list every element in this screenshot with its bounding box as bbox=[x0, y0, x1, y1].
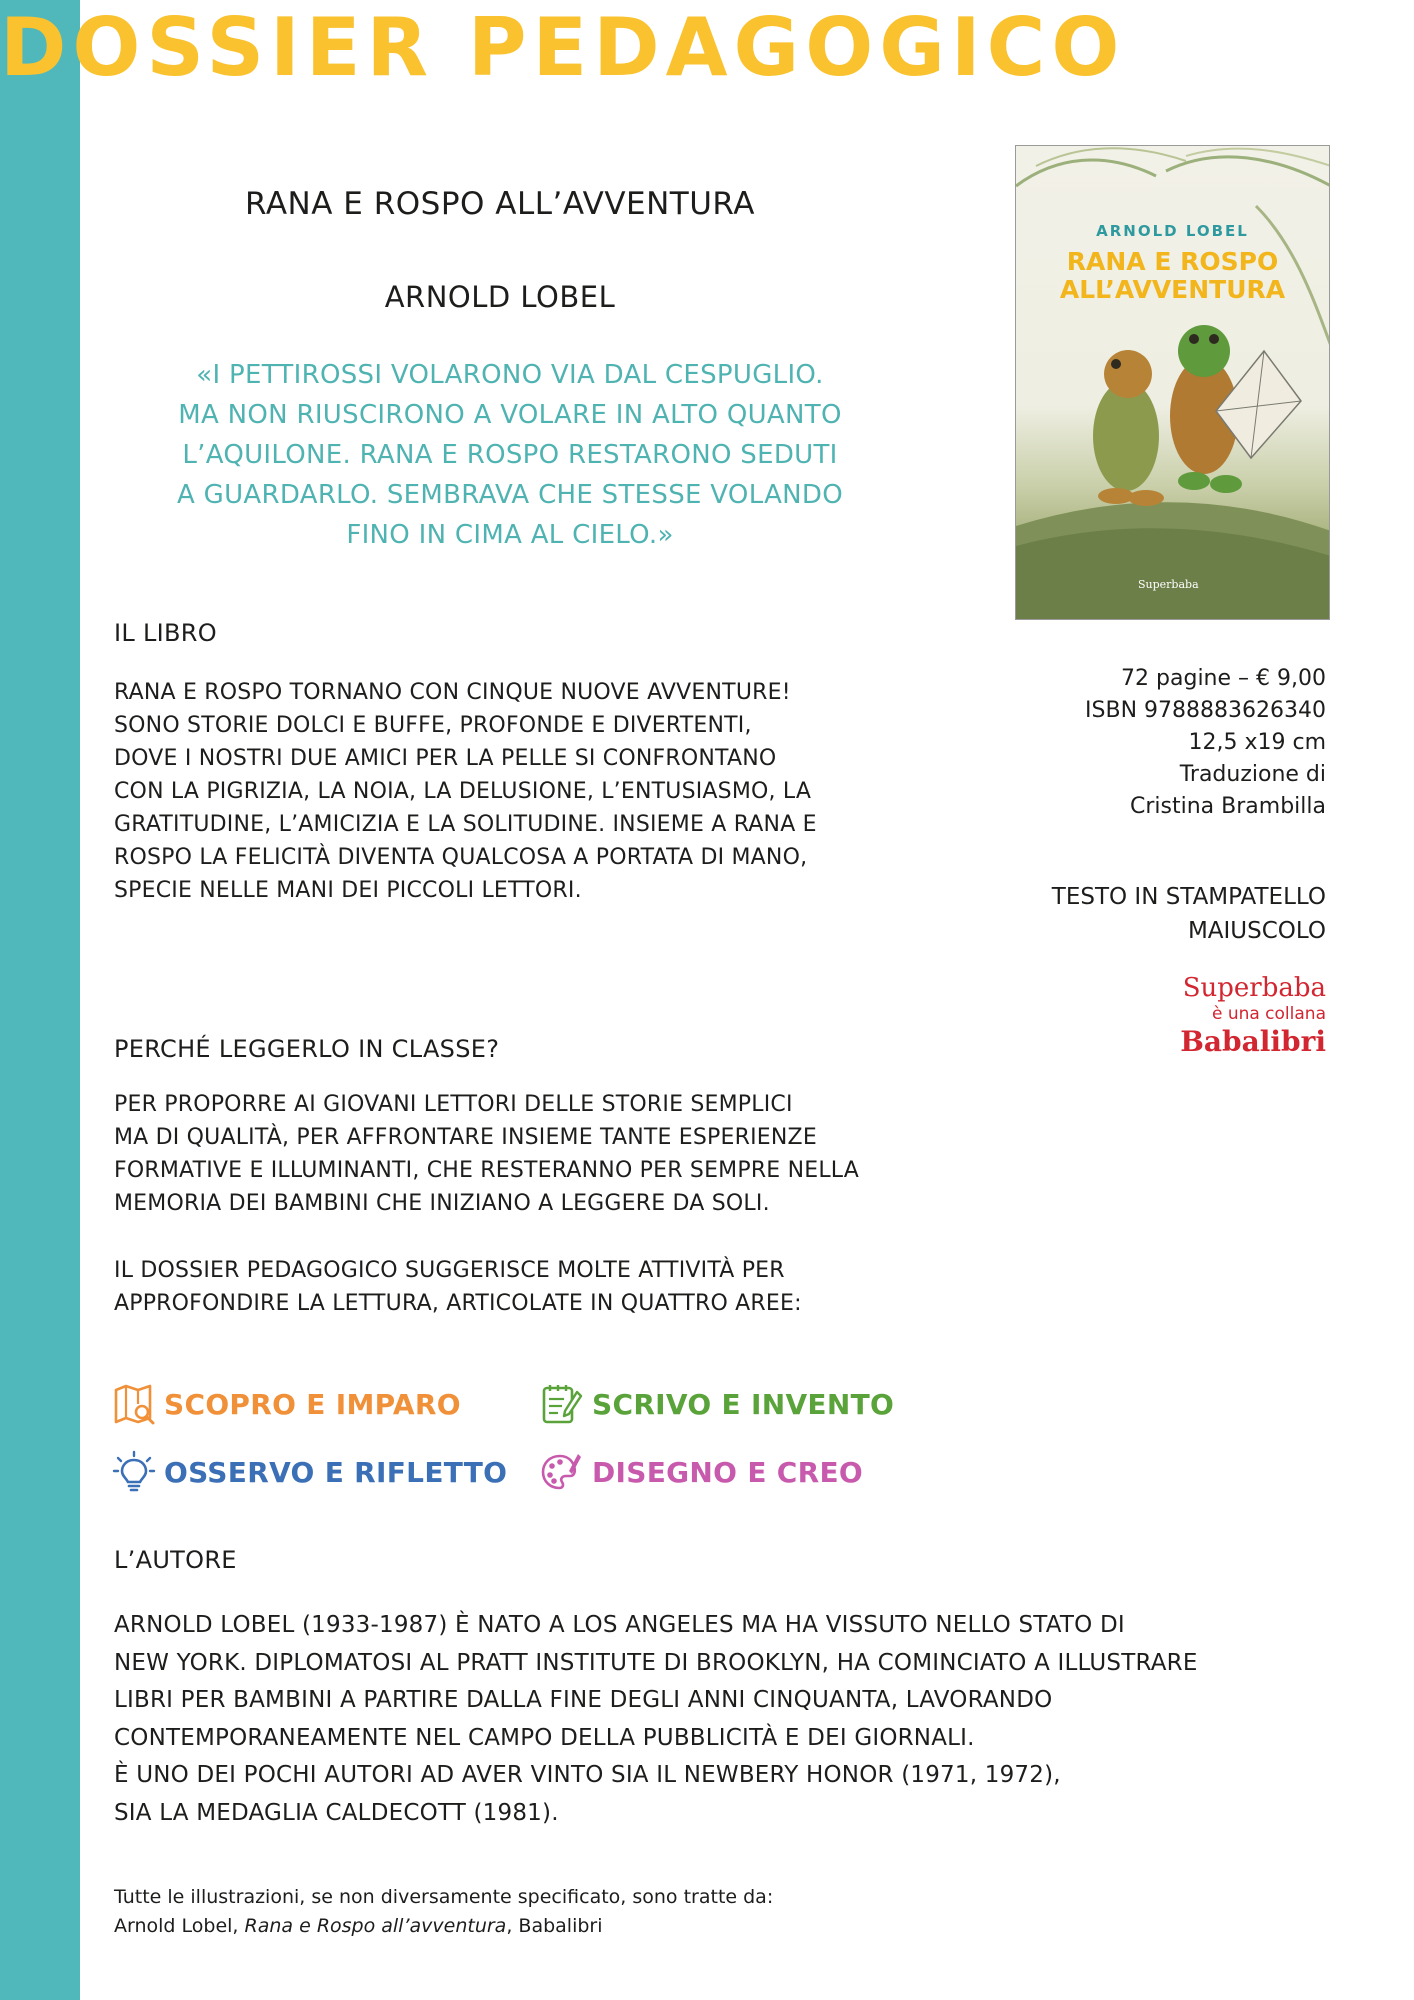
book-details bbox=[990, 663, 1326, 823]
text-line: MEMORIA DEI BAMBINI CHE INIZIANO A LEGGERE DA SOLI. bbox=[114, 1191, 770, 1216]
quote-line: FINO IN CIMA AL CIELO.» bbox=[346, 520, 674, 550]
caps-note-line: TESTO IN STAMPATELLO bbox=[1051, 884, 1326, 910]
section-heading-libro: IL LIBRO bbox=[114, 619, 217, 647]
text-line: PER PROPORRE AI GIOVANI LETTORI DELLE STORIE SEMPLICI bbox=[114, 1092, 793, 1117]
area-label: SCRIVO E INVENTO bbox=[592, 1387, 895, 1421]
area-disegno-e-creo bbox=[540, 1449, 863, 1495]
text-line: LIBRI PER BAMBINI A PARTIRE DALLA FINE DEGLI ANNI CINQUANTA, LAVORANDO bbox=[114, 1687, 1053, 1713]
text-line: ROSPO LA FELICITÀ DIVENTA QUALCOSA A PORTATA DI MANO, bbox=[114, 845, 808, 870]
text-line: FORMATIVE E ILLUMINANTI, CHE RESTERANNO PER SEMPRE NELLA bbox=[114, 1158, 860, 1183]
text-line: CON LA PIGRIZIA, LA NOIA, LA DELUSIONE, L’ENTUSIASMO, LA bbox=[114, 779, 812, 804]
text-line: SONO STORIE DOLCI E BUFFE, PROFONDE E DIVERTENTI, bbox=[114, 713, 752, 738]
text-line: IL DOSSIER PEDAGOGICO SUGGERISCE MOLTE ATTIVITÀ PER bbox=[114, 1258, 785, 1283]
publisher-name: Babalibri bbox=[1180, 1025, 1326, 1058]
area-label: DISEGNO E CREO bbox=[592, 1455, 864, 1489]
libro-description bbox=[114, 676, 817, 907]
map-search-icon bbox=[112, 1382, 156, 1426]
area-label: SCOPRO E IMPARO bbox=[164, 1387, 461, 1421]
text-line: MA DI QUALITÀ, PER AFFRONTARE INSIEME TANTE ESPERIENZE bbox=[114, 1125, 817, 1150]
area-label: OSSERVO E RIFLETTO bbox=[164, 1455, 508, 1489]
text-line: È UNO DEI POCHI AUTORI AD AVER VINTO SIA IL NEWBERY HONOR (1971, 1972), bbox=[114, 1762, 1061, 1788]
credit-line: Tutte le illustrazioni, se non diversamente specificato, sono tratte da: bbox=[114, 1886, 774, 1908]
section-heading-autore: L’AUTORE bbox=[114, 1546, 237, 1574]
text-line: SPECIE NELLE MANI DEI PICCOLI LETTORI. bbox=[114, 878, 582, 903]
text-line: GRATITUDINE, L’AMICIZIA E LA SOLITUDINE. INSIEME A RANA E bbox=[114, 812, 817, 837]
text-line: RANA E ROSPO TORNANO CON CINQUE NUOVE AVVENTURE! bbox=[114, 680, 791, 705]
detail-isbn: ISBN 9788883626340 bbox=[1085, 698, 1326, 723]
cover-author: ARNOLD LOBEL bbox=[1096, 222, 1249, 240]
book-author: ARNOLD LOBEL bbox=[384, 280, 616, 314]
author-name: ARNOLD LOBEL bbox=[114, 1612, 295, 1638]
credit-publisher: , Babalibri bbox=[506, 1915, 603, 1937]
area-scrivo-e-invento bbox=[540, 1381, 894, 1427]
cover-title-line: ALL’AVVENTURA bbox=[1059, 275, 1286, 304]
caps-note-line: MAIUSCOLO bbox=[1187, 918, 1326, 944]
illustrations-credit bbox=[114, 1883, 773, 1941]
palette-icon bbox=[540, 1450, 584, 1494]
area-scopro-e-imparo bbox=[112, 1381, 461, 1427]
credit-line bbox=[114, 1912, 773, 1941]
quote-line: MA NON RIUSCIRONO A VOLARE IN ALTO QUANTO bbox=[178, 400, 842, 430]
series-note: è una collana bbox=[1211, 1004, 1326, 1024]
text-line: CONTEMPORANEAMENTE NEL CAMPO DELLA PUBBLICITÀ E DEI GIORNALI. bbox=[114, 1724, 975, 1751]
text-fragment: (1933-1987) È NATO A LOS ANGELES MA HA VISSUTO NELLO STATO DI bbox=[294, 1612, 1125, 1638]
book-title: RANA E ROSPO ALL’AVVENTURA bbox=[245, 186, 755, 222]
detail-size: 12,5 x19 cm bbox=[1188, 730, 1326, 755]
text-line bbox=[114, 1607, 1198, 1645]
publisher-logo bbox=[1100, 972, 1326, 1060]
lightbulb-icon bbox=[112, 1450, 156, 1494]
cover-title bbox=[1016, 248, 1329, 304]
perche-text-areas bbox=[114, 1254, 802, 1320]
section-heading-perche: PERCHÉ LEGGERLO IN CLASSE? bbox=[114, 1035, 500, 1063]
autore-biography bbox=[114, 1607, 1198, 1832]
cover-title-line: RANA E ROSPO bbox=[1066, 247, 1279, 276]
cover-illustration bbox=[1016, 146, 1330, 620]
credit-author: Arnold Lobel, bbox=[114, 1915, 245, 1937]
text-line: SIA LA MEDAGLIA CALDECOTT (1981). bbox=[114, 1799, 559, 1826]
quote-line: L’AQUILONE. RANA E ROSPO RESTARONO SEDUTI bbox=[182, 440, 838, 470]
quote-line: A GUARDARLO. SEMBRAVA CHE STESSE VOLANDO bbox=[176, 480, 843, 510]
cover-publisher: Superbaba bbox=[1138, 578, 1199, 591]
area-osservo-e-rifletto bbox=[112, 1449, 507, 1495]
series-name: Superbaba bbox=[1182, 973, 1326, 1003]
page-title: DOSSIER PEDAGOGICO bbox=[0, 1, 1126, 94]
side-color-bar bbox=[0, 0, 80, 2000]
quote-line: «I PETTIROSSI VOLARONO VIA DAL CESPUGLIO. bbox=[196, 360, 824, 390]
text-line: NEW YORK. DIPLOMATOSI AL PRATT INSTITUTE DI BROOKLYN, HA COMINCIATO A ILLUSTRARE bbox=[114, 1649, 1198, 1676]
perche-text bbox=[114, 1088, 859, 1220]
caps-note bbox=[980, 880, 1326, 948]
detail-price: 72 pagine – € 9,00 bbox=[1121, 666, 1326, 691]
book-quote bbox=[110, 355, 910, 555]
detail-translation: Traduzione di bbox=[1179, 762, 1326, 787]
detail-translator: Cristina Brambilla bbox=[1130, 794, 1326, 819]
text-line: DOVE I NOSTRI DUE AMICI PER LA PELLE SI CONFRONTANO bbox=[114, 746, 777, 771]
notepad-pencil-icon bbox=[540, 1382, 584, 1426]
book-cover-image bbox=[1015, 145, 1330, 620]
text-line: APPROFONDIRE LA LETTURA, ARTICOLATE IN QUATTRO AREE: bbox=[114, 1291, 802, 1316]
credit-title: Rana e Rospo all’avventura bbox=[244, 1915, 507, 1937]
